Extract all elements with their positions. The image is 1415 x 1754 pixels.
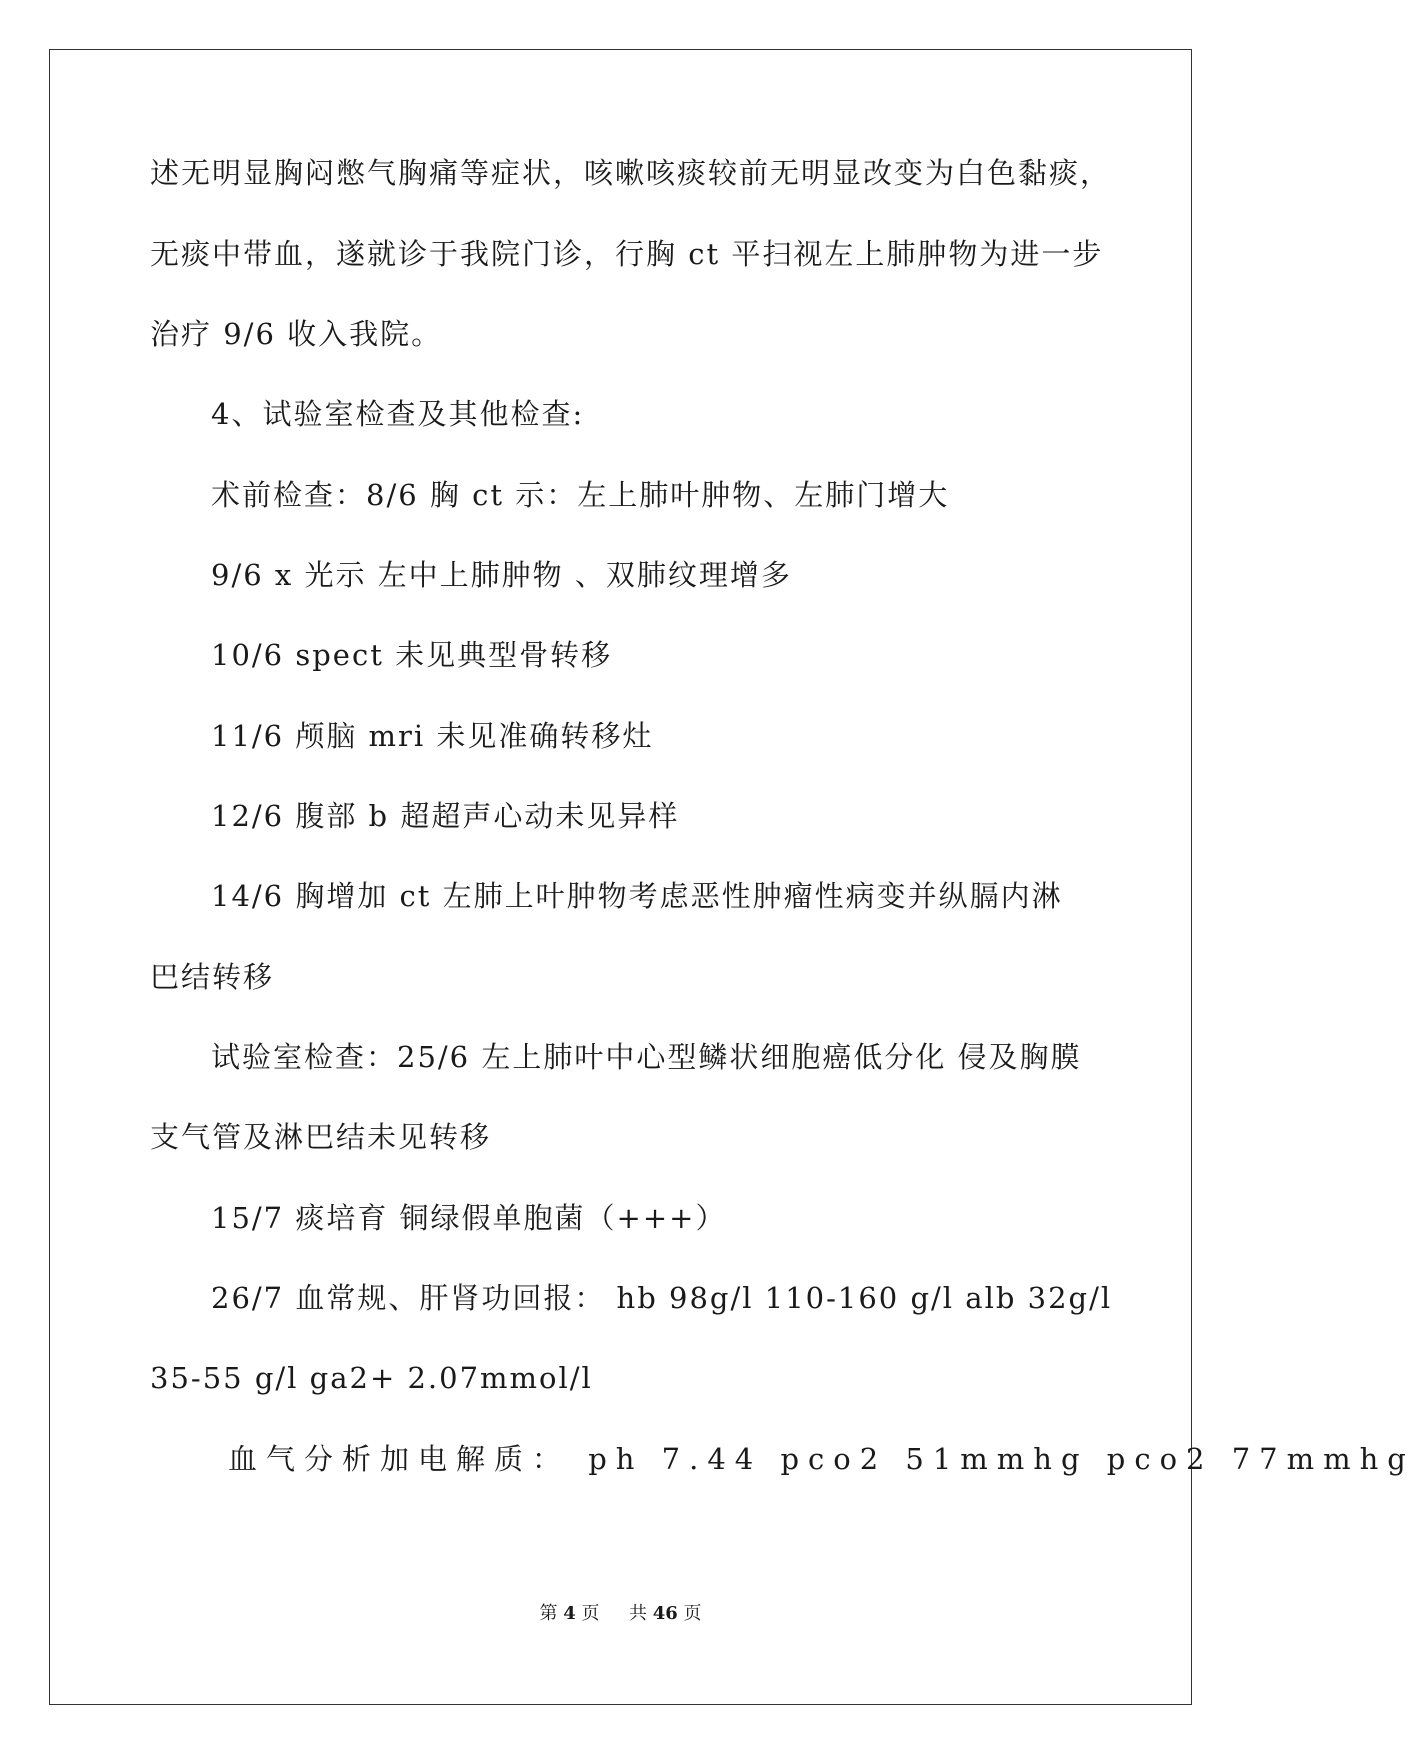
total-prefix: 共 [628, 1603, 647, 1624]
text-line: 10/6 spect 未见典型骨转移 [211, 638, 613, 672]
text-line: 26/7 血常规、肝肾功回报： hb 98g/l 110-160 g/l alb 32g/l [211, 1281, 1113, 1315]
total-suffix: 页 [683, 1603, 702, 1624]
section-heading: 4、试验室检查及其他检查: [211, 397, 585, 431]
text-line: 述无明显胸闷憋气胸痛等症状，咳嗽咳痰较前无明显改变为白色黏痰， [150, 156, 1112, 190]
text-line: 15/7 痰培育 铜绿假单胞菌（+++） [211, 1201, 727, 1235]
total-pages: 46 [652, 1603, 678, 1624]
page-footer [0, 1603, 1241, 1625]
text-line: 巴结转移 [150, 960, 275, 994]
text-line: 术前检查：8/6 胸 ct 示：左上肺叶肿物、左肺门增大 [211, 478, 950, 512]
page-suffix: 页 [581, 1603, 600, 1624]
page-prefix: 第 [539, 1603, 558, 1624]
text-line: 无痰中带血，遂就诊于我院门诊，行胸 ct 平扫视左上肺肿物为进一步 [150, 237, 1104, 271]
text-line: 支气管及淋巴结未见转移 [150, 1120, 492, 1154]
text-line: 血气分析加电解质： ph 7.44 pco2 51mmhg pco2 77mmhg [228, 1442, 1415, 1476]
text-line: 11/6 颅脑 mri 未见准确转移灶 [211, 719, 654, 753]
text-line: 12/6 腹部 b 超超声心动未见异样 [211, 799, 680, 833]
text-line: 9/6 x 光示 左中上肺肿物 、双肺纹理增多 [211, 558, 792, 592]
text-line: 14/6 胸增加 ct 左肺上叶肿物考虑恶性肿瘤性病变并纵膈内淋 [211, 879, 1063, 913]
text-line: 试验室检查：25/6 左上肺叶中心型鳞状细胞癌低分化 侵及胸膜 [211, 1040, 1082, 1074]
text-line: 治疗 9/6 收入我院。 [150, 317, 443, 351]
text-line: 35-55 g/l ga2+ 2.07mmol/l [150, 1361, 593, 1395]
page-number: 4 [563, 1603, 576, 1624]
